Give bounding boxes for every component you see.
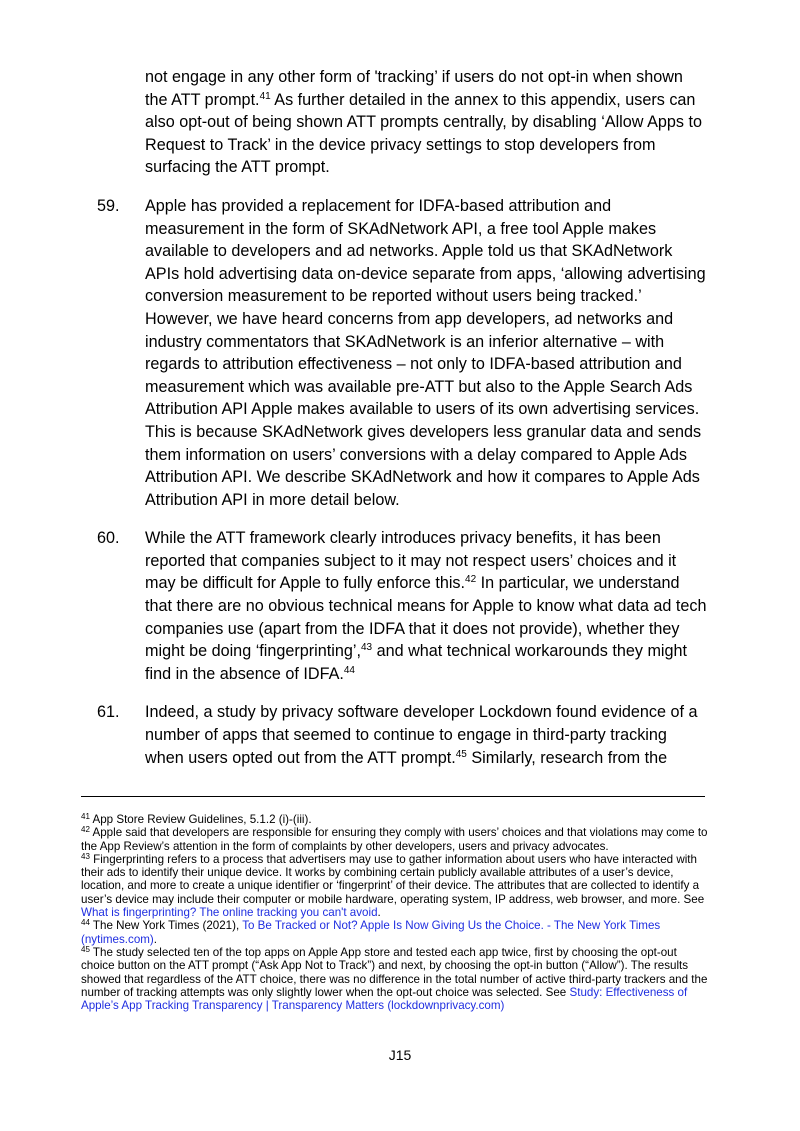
text-run: Fingerprinting refers to a process that advertisers may use to gather information about users who have interacted with their ads to identify their unique device. It works by combining certain publicly available attributes of a user’s device, location, and more to create a unique identifier or ‘fingerprint’ of their device. The attributes that are collected to identify a user’s device may include their computer or mobile hardware, operating system, IP address, web browser, and more. See bbox=[81, 852, 705, 906]
text-run: The study selected ten of the top apps on Apple App store and tested each app twice, first by choosing the opt-out choice button on the ATT prompt (“Ask App Not to Track”) and next, by choosing the opt-in button (“Allow”). The results showed that regardless of the ATT choice, there was no difference in the total number of active third-party trackers and the number of tracking attempts was only slightly lower when the opt-out choice was selected. See bbox=[81, 945, 708, 999]
paragraph bbox=[97, 195, 709, 511]
text-run: . bbox=[153, 932, 158, 946]
footnote-ref: 41 bbox=[81, 812, 90, 821]
text-run: While the ATT framework clearly introduces privacy benefits, it has been reported that companies subject to it may not respect users’ choices and it may be difficult for Apple to fully enforce this. bbox=[145, 529, 677, 593]
paragraph-text bbox=[145, 195, 709, 511]
paragraph-number: 59. bbox=[97, 196, 120, 215]
body-text bbox=[97, 66, 709, 785]
paragraph bbox=[97, 66, 709, 179]
text-run: not engage in any other form of 'tracking’ if users do not opt-in when shown the ATT prompt. bbox=[145, 68, 683, 109]
text-run: Similarly, research from the bbox=[466, 748, 668, 767]
paragraph-text bbox=[145, 66, 709, 179]
page-number: J15 bbox=[388, 1047, 412, 1063]
footnote-ref: 44 bbox=[343, 664, 355, 676]
footnote-ref: 43 bbox=[81, 851, 90, 861]
text-run: Apple said that developers are responsible for ensuring they comply with users’ choices and that violations may come to the App Review’s attention in the form of complaints by other developers, users and privacy advocates. bbox=[81, 826, 708, 853]
text-run: Apple has provided a replacement for IDFA-based attribution and measurement in the form of SKAdNetwork API, a free tool Apple makes available to developers and ad networks. Apple told us that SKAdNetwork APIs hold advertising data on-device separate from apps, ‘allowing advertising conversion measurement to be reported without users being tracked.’ However, we have heard concerns from app developers, ad networks and industry commentators that SKAdNetwork is an inferior alternative – with regards to attribution effectiveness – not only to IDFA-based attribution and measurement which was available pre-ATT but also to the Apple Search Ads Attribution API Apple makes available to users of its own advertising services. This is because SKAdNetwork gives developers less granular data and sends them information on users’ conversions with a delay compared to Apple Ads Attribution API. We describe SKAdNetwork and how it compares to Apple Ads Attribution API in more detail below. bbox=[145, 196, 706, 509]
paragraph bbox=[97, 701, 709, 769]
paragraph-number: 61. bbox=[97, 703, 120, 722]
paragraph bbox=[97, 527, 709, 685]
text-run: App Store Review Guidelines, 5.1.2 (i)-(iii). bbox=[89, 813, 312, 826]
text-run: The New York Times (2021), bbox=[89, 919, 243, 933]
text-run: In particular, we understand that there are no obvious technical means for Apple to know what data ad tech companies use (apart from the IDFA that it does not provide), whether they might be doing ‘fingerprinting’, bbox=[145, 574, 707, 661]
footnote-ref: 43 bbox=[360, 642, 373, 654]
reference-link[interactable]: To Be Tracked or Not? Apple Is Now Giving Us the Choice. - The New York Times (nytimes.com) bbox=[81, 919, 661, 946]
footnotes bbox=[81, 813, 711, 1012]
text-run: and what technical workarounds they might find in the absence of IDFA. bbox=[145, 642, 688, 683]
footnote-ref: 44 bbox=[81, 918, 90, 928]
footnote-ref: 41 bbox=[259, 90, 271, 102]
text-run: Indeed, a study by privacy software developer Lockdown found evidence of a number of apps that seemed to continue to engage in third-party tracking when users opted out from the ATT prompt. bbox=[145, 703, 698, 767]
reference-link[interactable]: Study: Effectiveness of Apple’s App Tracking Transparency | Transparency Matters (lockdownprivacy.com) bbox=[81, 985, 688, 1013]
footnote bbox=[81, 853, 711, 919]
footnote bbox=[81, 826, 711, 853]
footnote-ref: 45 bbox=[81, 944, 90, 954]
footnote-separator bbox=[81, 796, 705, 797]
footnote-ref: 45 bbox=[455, 748, 467, 760]
footnote-ref: 42 bbox=[465, 574, 477, 586]
paragraph-number: 60. bbox=[97, 529, 120, 548]
text-run: As further detailed in the annex to this appendix, users can also opt-out of being shown ATT prompts centrally, by disabling ‘Allow Apps to Request to Track’ in the device privacy settings to stop developers from surfacing the ATT prompt. bbox=[145, 90, 702, 177]
reference-link[interactable]: What is fingerprinting? The online tracking you can't avoid bbox=[81, 906, 378, 920]
text-run: . bbox=[377, 906, 381, 920]
footnote-ref: 42 bbox=[81, 825, 90, 835]
paragraph-text bbox=[145, 527, 709, 685]
footnote bbox=[81, 946, 711, 1012]
footnote bbox=[81, 919, 711, 946]
paragraph-text bbox=[145, 701, 709, 769]
footnote bbox=[81, 813, 711, 826]
